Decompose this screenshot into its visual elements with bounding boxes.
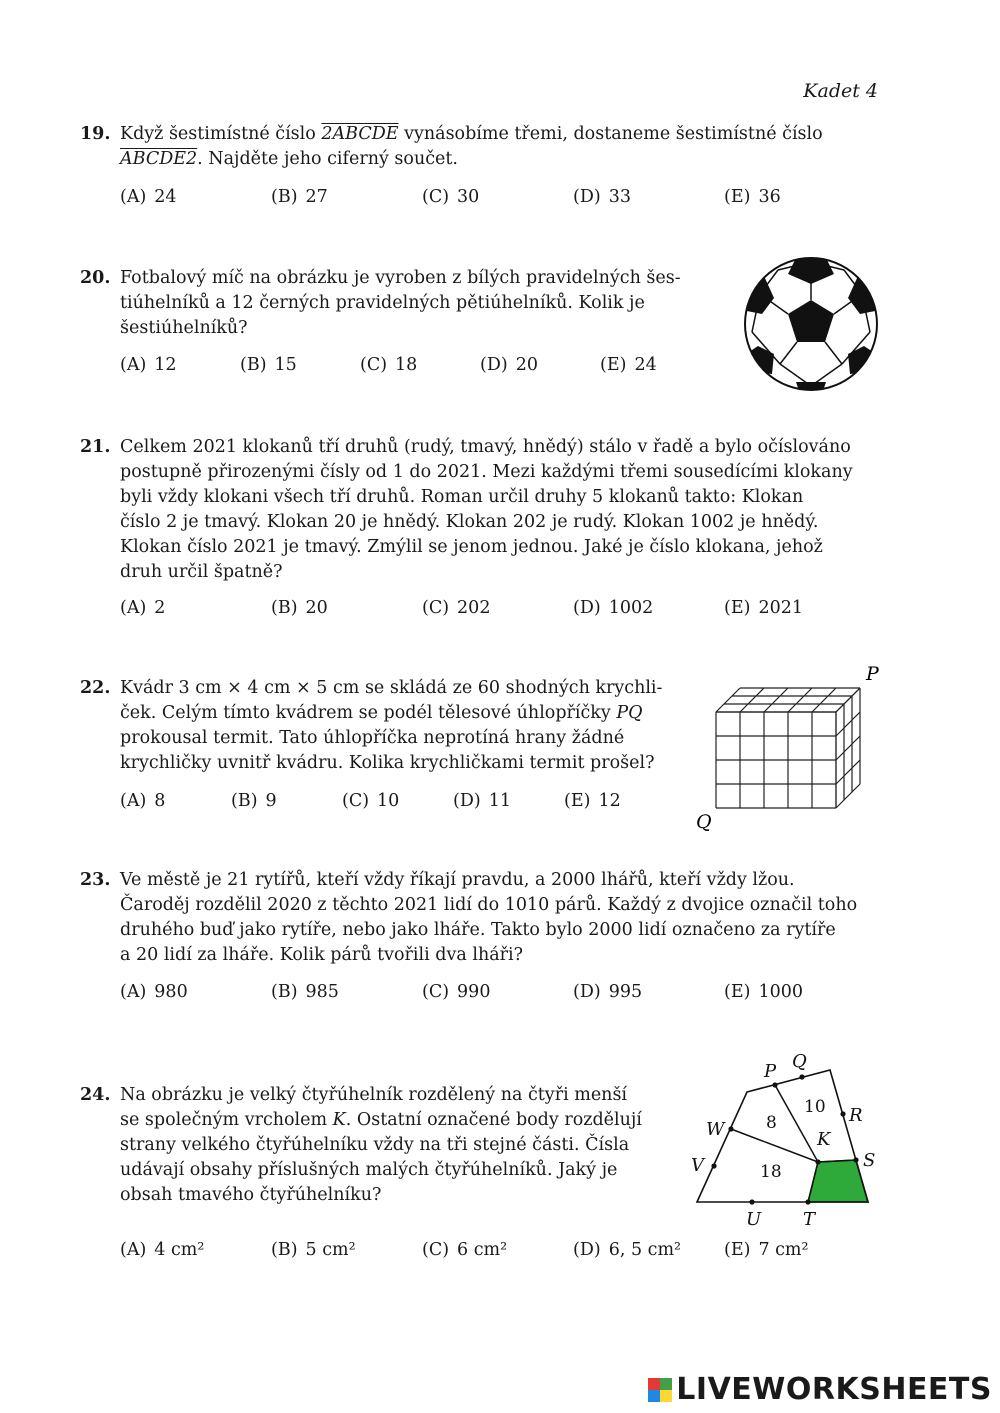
brand-logo-icon — [648, 1378, 672, 1402]
problem-number: 20. — [80, 268, 111, 288]
problem-number: 21. — [80, 437, 111, 457]
text-line: obsah tmavého čtyřúhelníku? — [120, 1185, 382, 1205]
point-r — [840, 1111, 845, 1116]
problem-number: 22. — [80, 678, 111, 698]
option-d[interactable]: (D) 20 — [480, 355, 538, 375]
label-point-q: Q — [792, 1051, 807, 1072]
label-point-v: V — [691, 1155, 704, 1176]
option-e[interactable]: (E) 1000 — [724, 982, 803, 1002]
text-line: ček. Celým tímto kvádrem se podél tělesové úhlopříčky PQ — [120, 703, 643, 723]
option-a[interactable]: (A) 2 — [120, 598, 166, 618]
problem-text — [120, 676, 680, 776]
option-b[interactable]: (B) 27 — [271, 187, 328, 207]
grid-line — [716, 688, 740, 712]
text-line: druhého buď jako rytíře, nebo jako lháře. Takto bylo 2000 lidí označeno za rytíře — [120, 920, 836, 940]
answer-options — [120, 1238, 809, 1263]
point-s — [853, 1157, 858, 1162]
text-line: Ve městě je 21 rytířů, kteří vždy říkají pravdu, a 2000 lhářů, kteří vždy lžou. — [120, 870, 795, 890]
option-a[interactable]: (A) 12 — [120, 355, 177, 375]
text-line: krychličky uvnitř kvádru. Kolika krychličkami termit prošel? — [120, 753, 655, 773]
liveworksheets-brand[interactable] — [648, 1372, 992, 1407]
label-point-w: W — [706, 1119, 725, 1140]
label-point-s: S — [863, 1150, 876, 1171]
answer-options — [120, 353, 657, 378]
option-d[interactable]: (D) 33 — [573, 187, 631, 207]
option-c[interactable]: (C) 990 — [422, 982, 491, 1002]
text-line: Když šestimístné číslo 2ABCDE vynásobíme třemi, dostaneme šestimístné číslo — [120, 124, 823, 144]
text-line: Na obrázku je velký čtyřúhelník rozdělený na čtyři menší — [120, 1085, 628, 1105]
option-e[interactable]: (E) 2021 — [724, 598, 803, 618]
grid-line — [788, 688, 812, 712]
area-label-right: 10 — [804, 1097, 826, 1117]
logo-square-green — [660, 1378, 672, 1390]
point-t — [805, 1199, 810, 1204]
option-b[interactable]: (B) 9 — [231, 791, 277, 811]
answer-options — [120, 789, 621, 814]
text-line: a 20 lidí za lháře. Kolik párů tvořili dva lháři? — [120, 945, 523, 965]
label-q: Q — [696, 811, 712, 833]
text-line: postupně přirozenými čísly od 1 do 2021. Mezi každými třemi sousedícími klokany — [120, 462, 853, 482]
point-w — [728, 1126, 733, 1131]
logo-square-yellow — [660, 1390, 672, 1402]
option-a[interactable]: (A) 24 — [120, 187, 177, 207]
point-v — [711, 1163, 716, 1168]
option-d[interactable]: (D) 11 — [453, 791, 511, 811]
option-a[interactable]: (A) 8 — [120, 791, 166, 811]
option-c[interactable]: (C) 18 — [360, 355, 418, 375]
option-c[interactable]: (C) 202 — [422, 598, 491, 618]
label-point-u: U — [746, 1209, 762, 1230]
text-line: Fotbalový míč na obrázku je vyroben z bílých pravidelných šes- — [120, 268, 681, 288]
problem-text — [120, 266, 722, 341]
grid-line — [836, 736, 860, 760]
page-header: Kadet 4 — [803, 80, 878, 102]
option-b[interactable]: (B) 985 — [271, 982, 339, 1002]
grid-line — [812, 688, 836, 712]
point-k — [815, 1159, 820, 1164]
text-line: ABCDE2. Najděte jeho ciferný součet. — [120, 149, 458, 169]
segment-wk — [731, 1129, 818, 1162]
option-c[interactable]: (C) 30 — [422, 187, 480, 207]
problem-text — [120, 122, 878, 172]
problem-23 — [80, 868, 880, 1018]
option-b[interactable]: (B) 15 — [240, 355, 297, 375]
area-label-bottom: 18 — [760, 1162, 782, 1182]
brand-text: LIVEWORKSHEETS — [676, 1372, 992, 1407]
text-line: Kvádr 3 cm × 4 cm × 5 cm se skládá ze 60 shodných krychli- — [120, 678, 663, 698]
pentagon-bottom — [796, 382, 826, 394]
problem-number: 24. — [80, 1085, 111, 1105]
cuboid-figure — [690, 660, 890, 840]
logo-square-blue — [648, 1390, 660, 1402]
text-line: udávají obsahy příslušných malých čtyřúhelníků. Jaký je — [120, 1160, 618, 1180]
point-q — [799, 1074, 804, 1079]
label-point-k: K — [817, 1129, 831, 1150]
point-p — [772, 1082, 777, 1087]
option-c[interactable]: (C) 10 — [342, 791, 400, 811]
problem-text — [120, 1083, 665, 1208]
option-b[interactable]: (B) 5 cm² — [271, 1240, 356, 1260]
soccer-ball-figure — [738, 254, 884, 394]
label-p: P — [866, 663, 879, 685]
option-e[interactable]: (E) 24 — [600, 355, 657, 375]
grid-line — [764, 688, 788, 712]
text-line: Čaroděj rozdělil 2020 z těchto 2021 lidí do 1010 párů. Každý z dvojice označil toho — [120, 895, 858, 915]
answer-options — [120, 980, 803, 1005]
problem-number: 23. — [80, 870, 111, 890]
text-line: Celkem 2021 klokanů tří druhů (rudý, tmavý, hnědý) stálo v řadě a bylo očíslováno — [120, 437, 851, 457]
option-b[interactable]: (B) 20 — [271, 598, 328, 618]
answer-options — [120, 185, 781, 210]
logo-square-red — [648, 1378, 660, 1390]
text-line: se společným vrcholem K. Ostatní označené body rozdělují — [120, 1110, 642, 1130]
option-e[interactable]: (E) 12 — [564, 791, 621, 811]
problem-22 — [80, 676, 710, 816]
overlined-number: 2ABCDE — [321, 124, 399, 144]
text-line: byli vždy klokani všech tří druhů. Roman určil druhy 5 klokanů takto: Klokan — [120, 487, 804, 507]
cuboid-grid — [716, 688, 860, 808]
option-c[interactable]: (C) 6 cm² — [422, 1240, 508, 1260]
grid-line — [836, 784, 860, 808]
problem-21 — [80, 435, 880, 625]
problem-number: 19. — [80, 124, 111, 144]
option-a[interactable]: (A) 980 — [120, 982, 188, 1002]
grid-line — [836, 712, 860, 736]
point-u — [749, 1199, 754, 1204]
text-line: strany velkého čtyřúhelníku vždy na tři stejné části. Čísla — [120, 1135, 630, 1155]
problem-19 — [80, 122, 880, 222]
label-point-t: T — [803, 1209, 816, 1230]
label-point-r: R — [849, 1105, 863, 1126]
text-line: šestiúhelníků? — [120, 318, 248, 338]
text-line: Klokan číslo 2021 je tmavý. Zmýlil se jenom jednou. Jaké je číslo klokana, jehož — [120, 537, 823, 557]
option-a[interactable]: (A) 4 cm² — [120, 1240, 205, 1260]
option-d[interactable]: (D) 1002 — [573, 598, 654, 618]
text-line: tiúhelníků a 12 černých pravidelných pětiúhelníků. Kolik je — [120, 293, 645, 313]
label-point-p: P — [764, 1061, 777, 1082]
answer-options — [120, 596, 803, 621]
area-label-top: 8 — [766, 1113, 777, 1133]
problem-text — [120, 435, 878, 585]
text-line: prokousal termit. Tato úhlopříčka neprotíná hrany žádné — [120, 728, 625, 748]
option-e[interactable]: (E) 7 cm² — [724, 1240, 809, 1260]
text-line: druh určil špatně? — [120, 562, 283, 582]
grid-line — [740, 688, 764, 712]
grid-line — [836, 688, 860, 712]
option-e[interactable]: (E) 36 — [724, 187, 781, 207]
problem-20 — [80, 266, 730, 386]
problem-text — [120, 868, 878, 968]
quadrilateral-figure — [680, 1045, 885, 1235]
grid-line — [836, 760, 860, 784]
overlined-number: ABCDE2 — [120, 149, 198, 169]
option-d[interactable]: (D) 995 — [573, 982, 643, 1002]
text-line: číslo 2 je tmavý. Klokan 20 je hnědý. Klokan 202 je rudý. Klokan 1002 je hnědý. — [120, 512, 819, 532]
option-d[interactable]: (D) 6, 5 cm² — [573, 1240, 682, 1260]
